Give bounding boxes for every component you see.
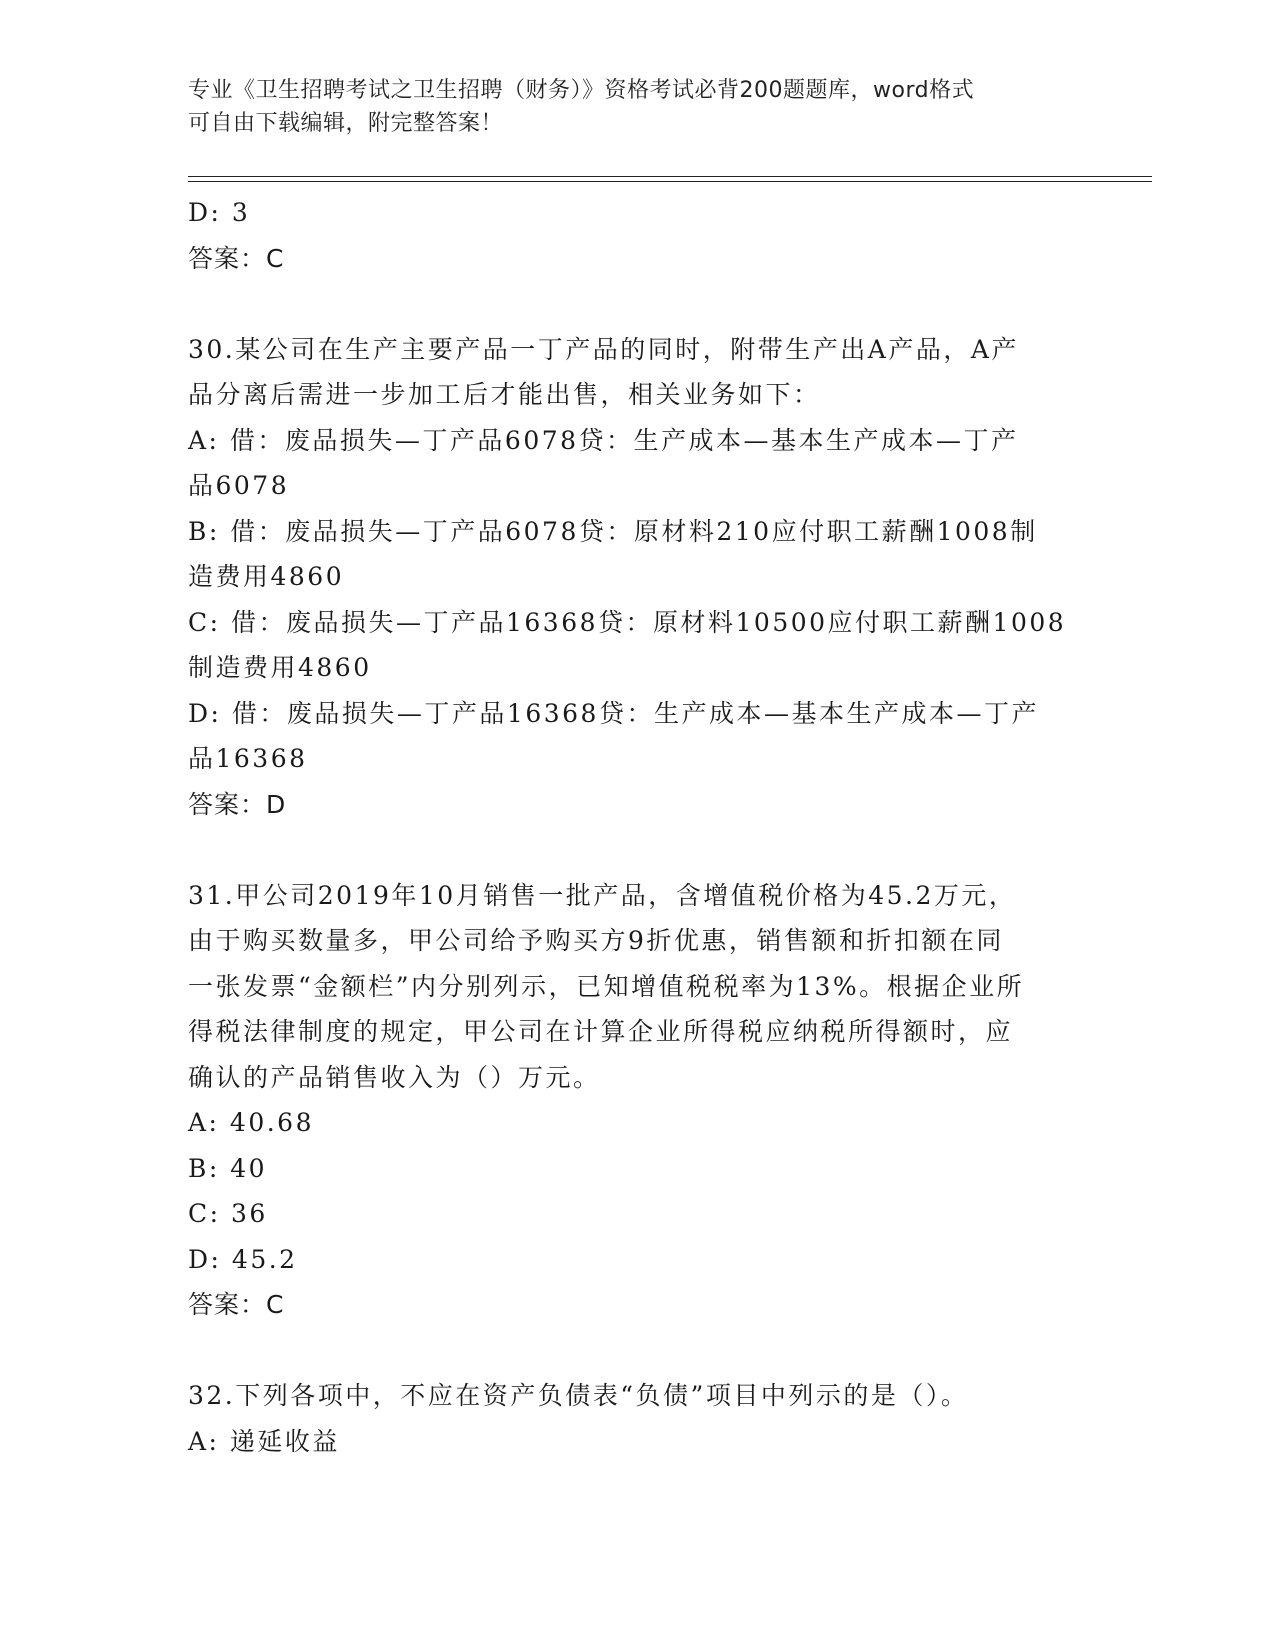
question-stem: 32.下列各项中，不应在资产负债表“负债”项目中列示的是（）。	[188, 1381, 969, 1410]
question-32	[188, 1373, 1088, 1464]
option-c: C: 借：废品损失—丁产品16368贷：原材料10500应付职工薪酬1008	[188, 607, 1067, 637]
option-c: C: 36	[188, 1199, 268, 1228]
spacer	[188, 827, 1088, 873]
option-b: B: 40	[188, 1153, 268, 1183]
option-d: D: 借：废品损失—丁产品16368贷：生产成本—基本生产成本—丁产	[188, 698, 1039, 728]
option-d: D: 3	[188, 198, 251, 227]
answer: 答案：C	[188, 243, 285, 273]
question-stem: 品分离后需进一步加工后才能出售，相关业务如下：	[188, 380, 821, 409]
option-c: 制造费用4860	[188, 653, 372, 682]
document-header	[188, 74, 1068, 140]
question-stem: 31.甲公司2019年10月销售一批产品，含增值税价格为45.2万元，	[188, 880, 1017, 910]
header-divider	[188, 176, 1152, 182]
spacer	[188, 281, 1088, 327]
question-31	[188, 873, 1088, 1328]
option-d: 品16368	[188, 744, 308, 773]
question-stem: 确认的产品销售收入为（）万元。	[188, 1062, 601, 1092]
question-29-tail	[188, 190, 1088, 281]
answer: 答案：D	[188, 789, 287, 819]
option-a: A: 递延收益	[188, 1426, 340, 1456]
answer: 答案：C	[188, 1290, 285, 1319]
question-stem: 由于购买数量多，甲公司给予购买方9折优惠，销售额和折扣额在同	[188, 926, 1004, 955]
document-body	[188, 190, 1088, 1464]
question-stem: 30.某公司在生产主要产品一丁产品的同时，附带生产出A产品，A产	[188, 334, 1019, 364]
option-d: D: 45.2	[188, 1244, 298, 1274]
option-b: B: 借：废品损失—丁产品6078贷：原材料210应付职工薪酬1008制	[188, 516, 1038, 546]
option-a: A: 40.68	[188, 1108, 314, 1137]
question-stem: 得税法律制度的规定，甲公司在计算企业所得税应纳税所得额时，应	[188, 1017, 1014, 1046]
question-stem: 一张发票“金额栏”内分别列示，已知增值税税率为13%。根据企业所	[188, 971, 1025, 1001]
option-b: 造费用4860	[188, 562, 345, 591]
header-line-1: 专业《卫生招聘考试之卫生招聘（财务）》资格考试必背200题题库，word格式	[188, 78, 975, 103]
spacer	[188, 1328, 1088, 1374]
option-a: 品6078	[188, 471, 290, 500]
header-line-2: 可自由下载编辑，附完整答案！	[188, 111, 504, 136]
option-a: A: 借：废品损失—丁产品6078贷：生产成本—基本生产成本—丁产	[188, 425, 1019, 455]
question-30	[188, 327, 1088, 828]
